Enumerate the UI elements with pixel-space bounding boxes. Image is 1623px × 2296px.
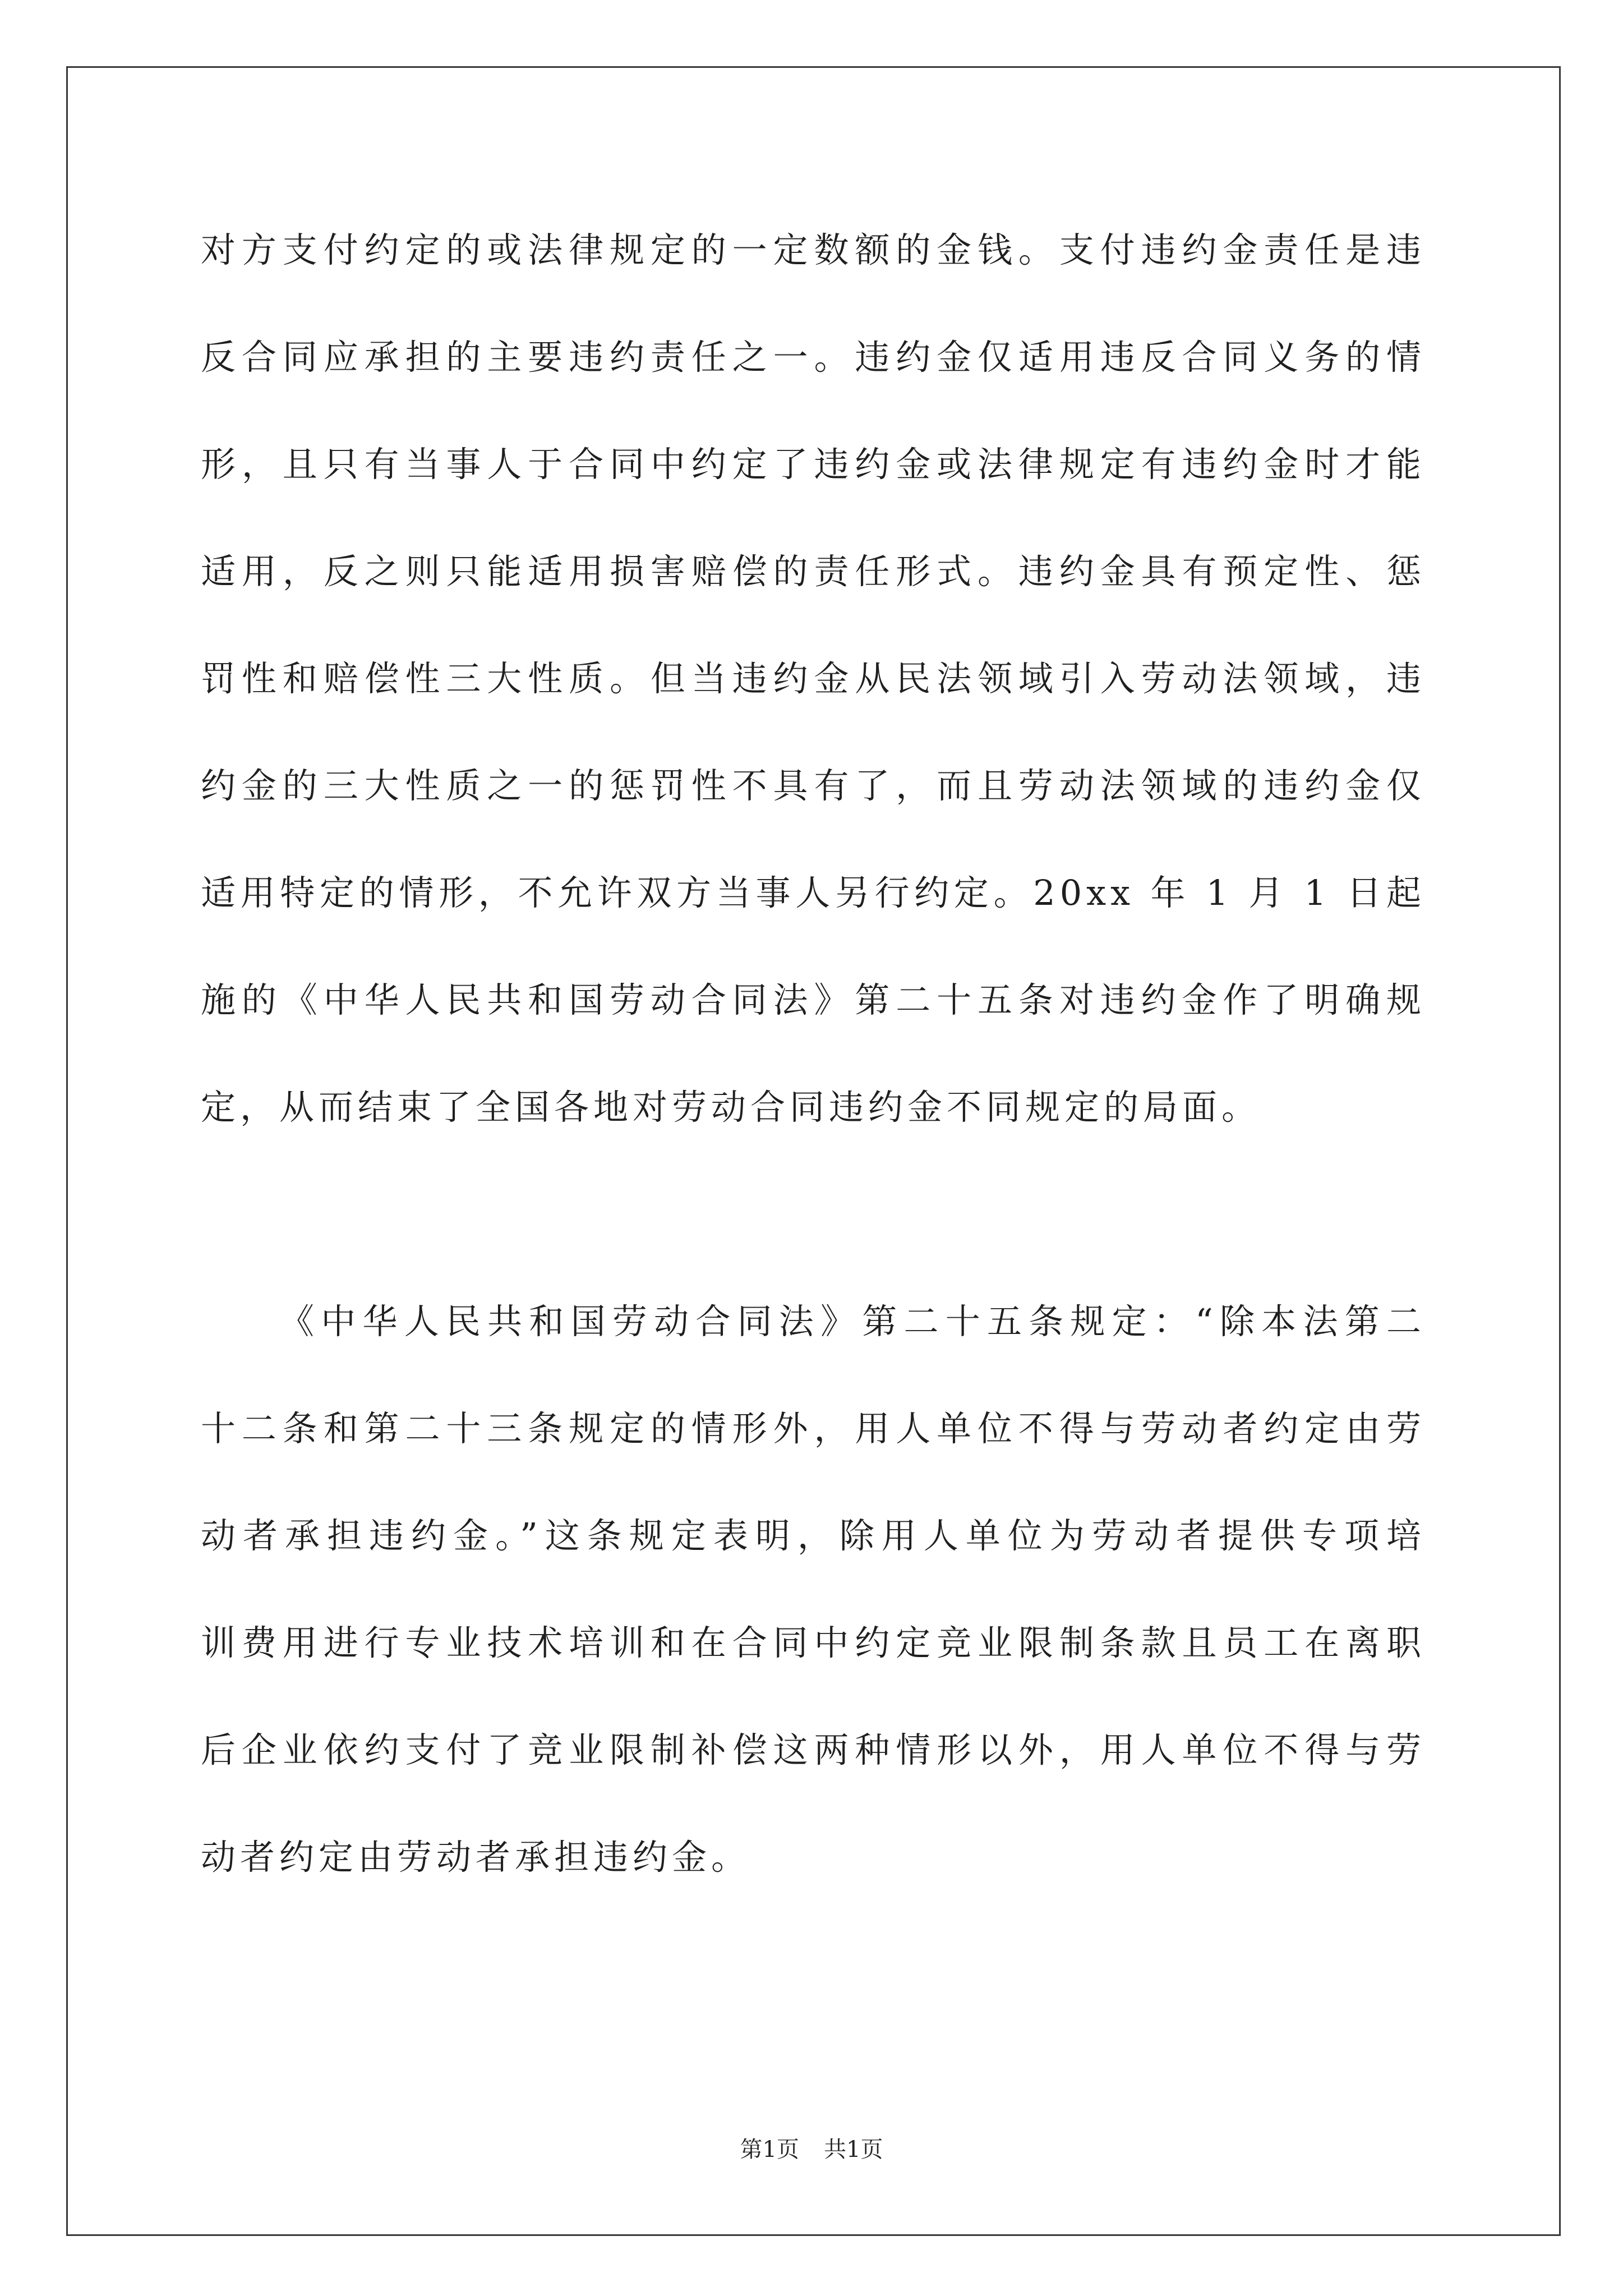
current-page-label: 第1页 [740, 2137, 799, 2162]
text-line: 反合同应承担的主要违约责任之一。违约金仅适用违反合同义务的情 [201, 337, 1426, 378]
text-line: 后企业依约支付了竞业限制补偿这两种情形以外，用人单位不得与劳 [201, 1729, 1426, 1770]
total-pages-label: 共1页 [824, 2137, 883, 2162]
text-line: 训费用进行专业技术培训和在合同中约定竞业限制条款且员工在离职 [201, 1622, 1426, 1663]
text-line: 适用特定的情形，不允许双方当事人另行约定。20xx 年 1 月 1 日起 [201, 872, 1426, 913]
text-line: 十二条和第二十三条规定的情形外，用人单位不得与劳动者约定由劳 [201, 1408, 1426, 1449]
text-line: 定，从而结束了全国各地对劳动合同违约金不同规定的局面。 [201, 1087, 1261, 1128]
text-line: 罚性和赔偿性三大性质。但当违约金从民法领域引入劳动法领域，违 [201, 658, 1426, 699]
text-line: 约金的三大性质之一的惩罚性不具有了，而且劳动法领域的违约金仅 [201, 765, 1426, 806]
text-line: 动者承担违约金。”这条规定表明，除用人单位为劳动者提供专项培 [201, 1515, 1426, 1556]
paragraph-1 [201, 196, 1426, 1161]
document-body [201, 196, 1426, 1911]
text-line: 动者约定由劳动者承担违约金。 [201, 1837, 751, 1878]
text-line: 施的《中华人民共和国劳动合同法》第二十五条对违约金作了明确规 [201, 979, 1426, 1020]
paragraph-2 [201, 1268, 1426, 1911]
text-line: 对方支付约定的或法律规定的一定数额的金钱。支付违约金责任是违 [201, 229, 1426, 270]
text-line: 形，且只有当事人于合同中约定了违约金或法律规定有违约金时才能 [201, 444, 1426, 485]
text-line: 《中华人民共和国劳动合同法》第二十五条规定：“除本法第二 [279, 1301, 1426, 1342]
page-footer [0, 2135, 1623, 2164]
text-line: 适用，反之则只能适用损害赔偿的责任形式。违约金具有预定性、惩 [201, 551, 1426, 592]
